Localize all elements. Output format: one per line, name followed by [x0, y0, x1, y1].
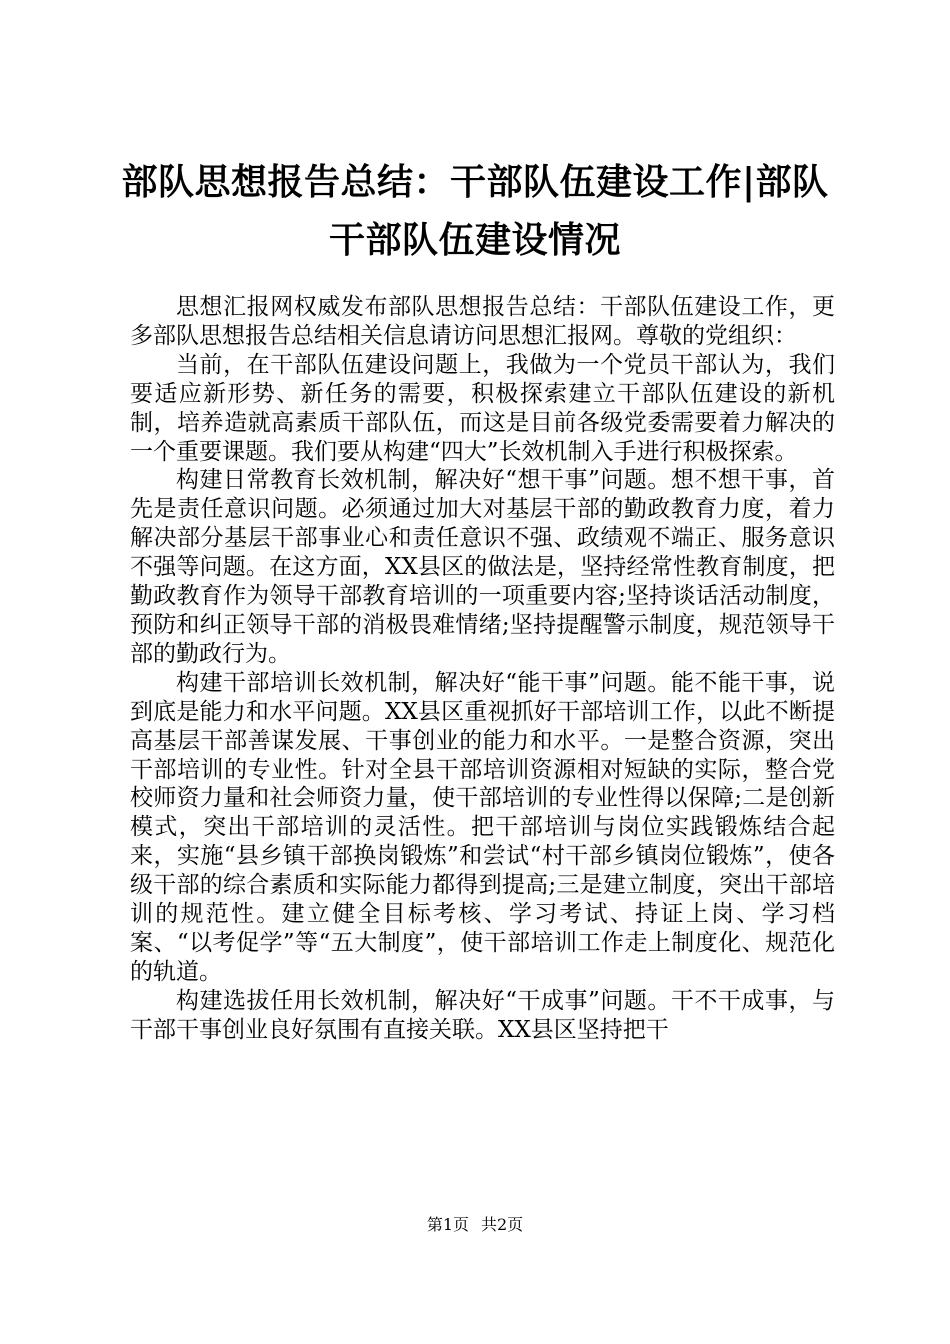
page-number-total: 共2页 [481, 1215, 524, 1234]
paragraph-selection-mechanism: 构建选拔任用长效机制，解决好“干成事”问题。干不干成事，与干部干事创业良好氛围有直接关联。XX县区坚持把干 [130, 987, 835, 1043]
document-body [130, 293, 835, 1045]
document-title-line-1: 部队思想报告总结：干部队伍建设工作|部队 [121, 161, 829, 203]
paragraph-overview: 当前，在干部队伍建设问题上，我做为一个党员干部认为，我们要适应新形势、新任务的需要，积极探索建立干部队伍建设的新机制，培养造就高素质干部队伍，而这是目前各级党委需要着力解决的一个重要课题。我们要从构建“四大”长效机制入手进行积极探索。 [130, 351, 835, 465]
paragraph-training-mechanism: 构建干部培训长效机制，解决好“能干事”问题。能不能干事，说到底是能力和水平问题。XX县区重视抓好干部培训工作，以此不断提高基层干部善谋发展、干事创业的能力和水平。一是整合资源，突出干部培训的专业性。针对全县干部培训资源相对短缺的实际，整合党校师资力量和社会师资力量，使干部培训的专业性得以保障;二是创新模式，突出干部培训的灵活性。把干部培训与岗位实践锻炼结合起来，实施“县乡镇干部换岗锻炼”和尝试“村干部乡镇岗位锻炼”，使各级干部的综合素质和实际能力都得到提高;三是建立制度，突出干部培训的规范性。建立健全目标考核、学习考试、持证上岗、学习档案、“以考促学”等“五大制度”，使干部培训工作走上制度化、规范化的轨道。 [130, 669, 835, 985]
page-number-current: 第1页 [426, 1215, 469, 1234]
paragraph-education-mechanism: 构建日常教育长效机制，解决好“想干事”问题。想不想干事，首先是责任意识问题。必须通过加大对基层干部的勤政教育力度，着力解决部分基层干部事业心和责任意识不强、政绩观不端正、服务意识不强等问题。在这方面，XX县区的做法是，坚持经常性教育制度，把勤政教育作为领导干部教育培训的一项重要内容;坚持谈话活动制度，预防和纠正领导干部的消极畏难情绪;坚持提醒警示制度，规范领导干部的勤政行为。 [130, 467, 835, 667]
document-title-line-2: 干部队伍建设情况 [328, 219, 621, 261]
paragraph-intro: 思想汇报网权威发布部队思想报告总结：干部队伍建设工作，更多部队思想报告总结相关信息请访问思想汇报网。尊敬的党组织： [130, 294, 835, 349]
page-footer [0, 1215, 950, 1235]
